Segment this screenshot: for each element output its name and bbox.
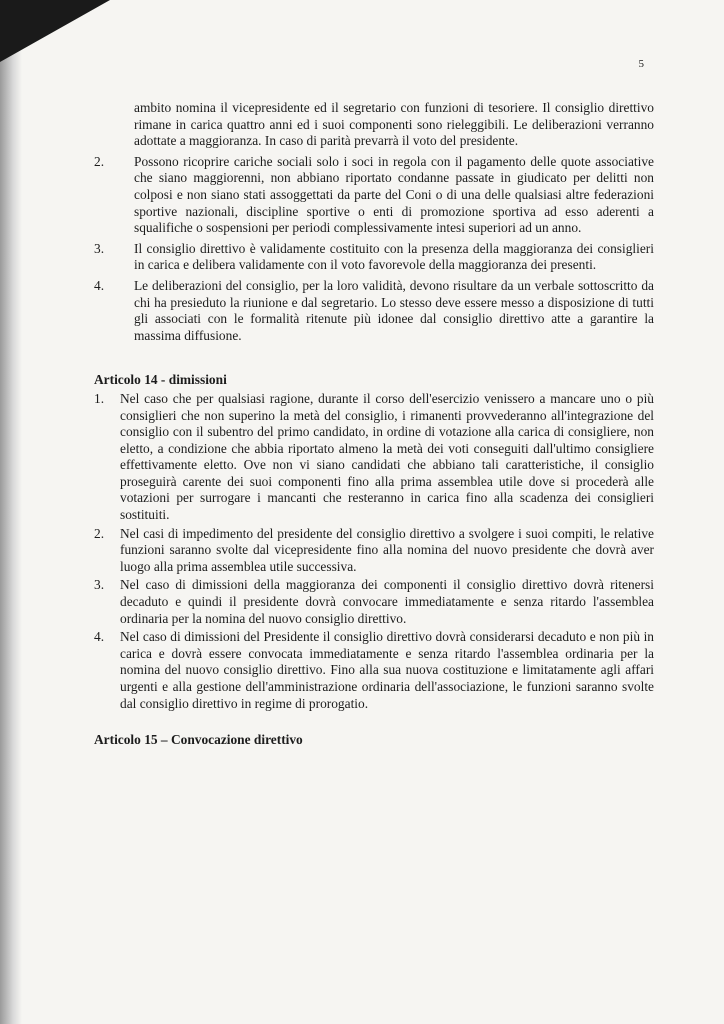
list-item: [94, 154, 654, 237]
article14-items: [94, 391, 654, 712]
folded-corner: [0, 0, 110, 62]
item-text: Il consiglio direttivo è validamente costituito con la presenza della maggioranza dei consiglieri in carica e delibera validamente con il voto favorevole della maggioranza dei presenti.: [134, 240, 654, 273]
list-item: [94, 391, 654, 524]
item-text: Nel caso che per qualsiasi ragione, durante il corso dell'esercizio venissero a mancare uno o più consiglieri che non superino la metà del consiglio, i rimanenti provvederanno all'integrazione del consiglio con il subentro del primo candidato, in ordine di votazione alla carica di consigliere, non eletto, a condizione che abbia riportato almeno la metà dei voti conseguiti dall'ultimo consigliere effettivamente eletto. Ove non vi siano candidati che abbiano tali caratteristiche, il consiglio proseguirà carente dei suoi componenti fino alla prima assemblea utile dove si procederà alle votazioni per surrogare i mancanti che resteranno in carica fino alla scadenza dei consiglieri sostituiti.: [120, 390, 654, 523]
item-number: 3.: [94, 240, 105, 256]
article15-heading: Articolo 15 – Convocazione direttivo: [94, 732, 303, 748]
scan-edge-shadow: [0, 0, 22, 1024]
item-text: Nel caso di dimissioni del Presidente il consiglio direttivo dovrà considerarsi decaduto e non più in carica e dovrà essere convocata immediatamente e senza ritardo l'assemblea ordinaria per la nomina del nuovo consiglio direttivo. Fino alla sua nuova costituzione e limitatamente agli affari urgenti e alla gestione dell'amministrazione ordinaria dell'associazione, le funzioni saranno svolte dal consiglio direttivo in regime di prorogatio.: [120, 629, 654, 711]
list-item: [94, 629, 654, 712]
article13-items: [94, 154, 654, 345]
intro-paragraph: ambito nomina il vicepresidente ed il segretario con funzioni di tesoriere. Il consiglio direttivo rimane in carica quattro anni ed i suoi componenti sono rieleggibili. Le deliberazioni verranno adottate a maggioranza. In caso di parità prevarrà il voto del presidente.: [134, 100, 654, 149]
item-text: Nel casi di impedimento del presidente del consiglio direttivo a svolgere i suoi compiti, le relative funzioni saranno svolte dal vicepresidente fino alla nomina del nuovo presidente che dovrà aver luogo alla prima assemblea utile successiva.: [120, 525, 654, 574]
list-item: [94, 526, 654, 576]
item-number: 2.: [94, 153, 105, 169]
article14-heading: Articolo 14 - dimissioni: [94, 372, 227, 388]
item-number: 2.: [94, 525, 105, 541]
item-number: 1.: [94, 390, 105, 406]
item-text: Le deliberazioni del consiglio, per la loro validità, devono risultare da un verbale sottoscritto da chi ha presieduto la riunione e dal segretario. Lo stesso deve essere messo a disposizione di tutti gli associati con le formalità ritenute più idonee dal consiglio direttivo atte a garantire la massima diffusione.: [134, 277, 654, 343]
item-text: Nel caso di dimissioni della maggioranza dei componenti il consiglio direttivo dovrà ritenersi decaduto e quindi il presidente dovrà convocare immediatamente e senza ritardo l'assemblea ordinaria per la nomina del nuovo consiglio direttivo.: [120, 577, 654, 626]
list-item: [94, 241, 654, 274]
item-number: 3.: [94, 577, 105, 593]
item-text: Possono ricoprire cariche sociali solo i soci in regola con il pagamento delle quote associative che siano maggiorenni, non abbiano riportato condanne passate in giudicato per delitti non colposi e non siano stati assoggettati da parte del Coni o di una delle qualsiasi altre federazioni sportive nazionali, discipline sportive o enti di promozione sportiva ad esso aderenti a squalifiche o sospensioni per periodi complessivamente intesi superiori ad un anno.: [134, 153, 654, 236]
list-item: [94, 577, 654, 627]
page-number: 5: [638, 58, 644, 70]
item-number: 4.: [94, 277, 105, 293]
item-number: 4.: [94, 629, 105, 645]
list-item: [94, 278, 654, 344]
document-body: [94, 100, 654, 749]
